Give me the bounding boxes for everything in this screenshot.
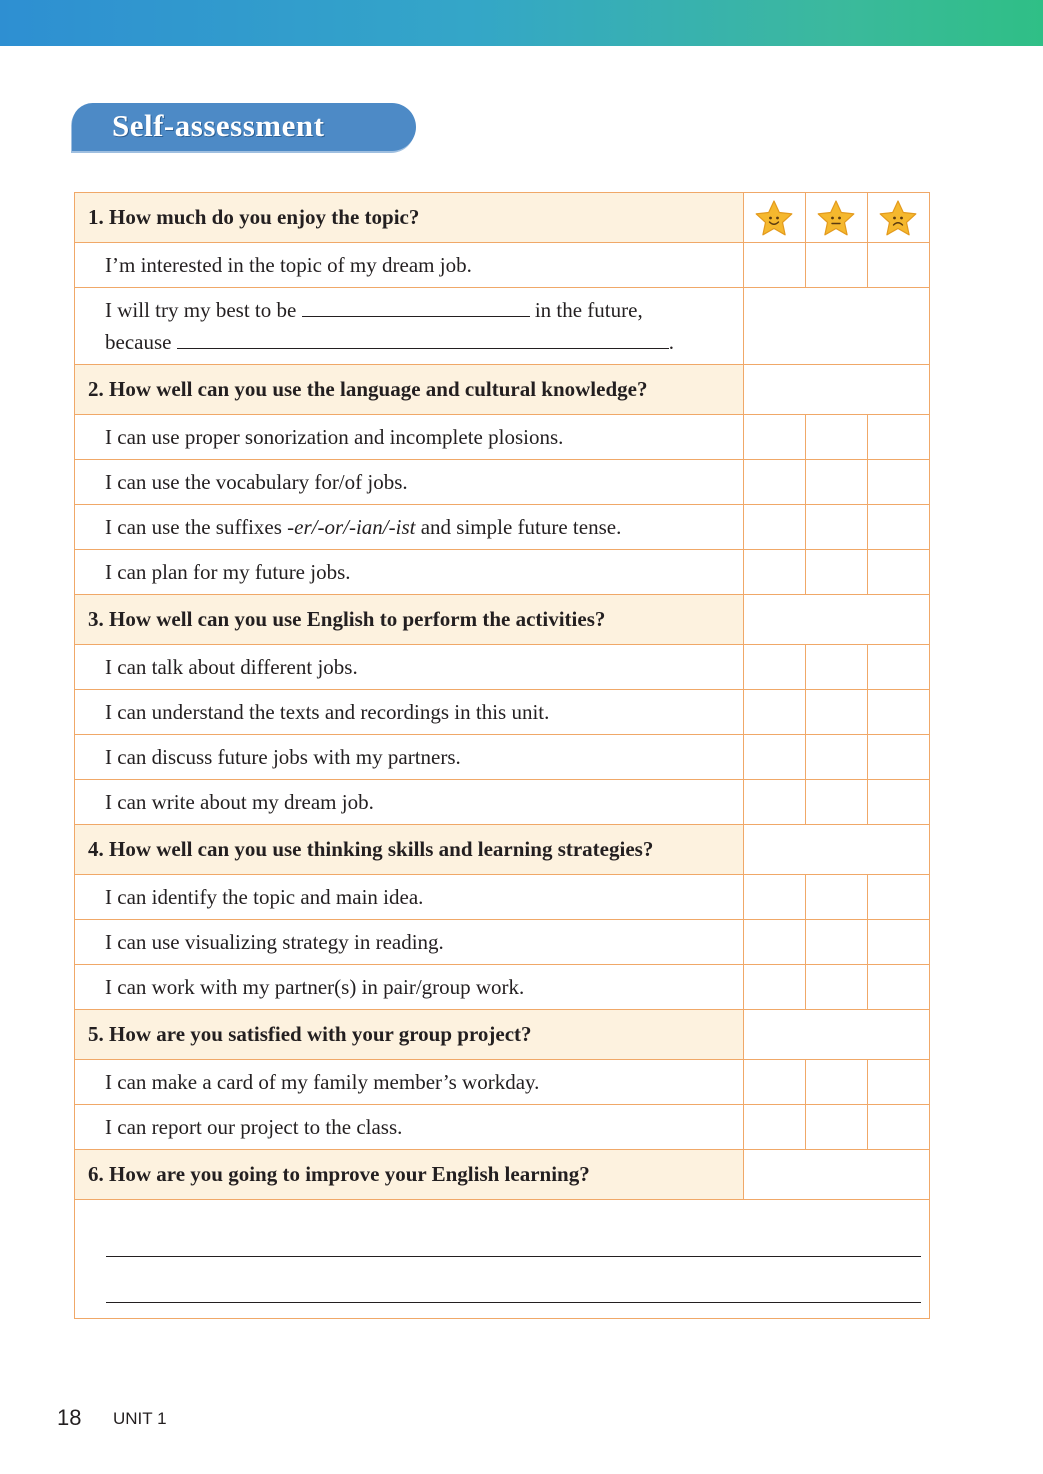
fill-in-part3: because xyxy=(105,330,172,354)
rating-cell-sad[interactable] xyxy=(867,735,929,780)
rating-cell-neutral[interactable] xyxy=(805,460,867,505)
rating-cell-sad[interactable] xyxy=(867,1060,929,1105)
question-rating-blank xyxy=(743,1150,929,1200)
rating-cell-sad[interactable] xyxy=(867,965,929,1010)
rating-cell-sad[interactable] xyxy=(867,875,929,920)
rating-cell-neutral[interactable] xyxy=(805,1060,867,1105)
suffix-list: -er/-or/-ian/-ist xyxy=(287,514,416,539)
rating-cell-sad[interactable] xyxy=(867,780,929,825)
rating-cell-sad[interactable] xyxy=(867,920,929,965)
question-rating-blank xyxy=(743,1010,929,1060)
fill-in-period: . xyxy=(668,330,674,354)
empty-rating-area xyxy=(743,288,929,365)
rating-cell-happy[interactable] xyxy=(743,780,805,825)
section-title-tab xyxy=(72,103,416,151)
question-row xyxy=(75,1010,930,1060)
rating-cell-neutral[interactable] xyxy=(805,415,867,460)
dream-job-blank[interactable] xyxy=(302,296,530,317)
question-row xyxy=(75,595,930,645)
item-row xyxy=(75,735,930,780)
question-row xyxy=(75,825,930,875)
rating-cell-sad[interactable] xyxy=(867,460,929,505)
item-row xyxy=(75,550,930,595)
question-row xyxy=(75,365,930,415)
item-text: I can use visualizing strategy in reading. xyxy=(75,920,744,965)
item-row xyxy=(75,690,930,735)
item-text: I can identify the topic and main idea. xyxy=(75,875,744,920)
rating-cell-sad[interactable] xyxy=(867,1105,929,1150)
rating-cell-happy[interactable] xyxy=(743,243,805,288)
rating-cell-neutral[interactable] xyxy=(805,780,867,825)
fill-in-part1: I will try my best to be xyxy=(105,298,297,322)
rating-cell-happy[interactable] xyxy=(743,645,805,690)
rating-header-happy xyxy=(743,193,805,243)
item-text: I can discuss future jobs with my partners. xyxy=(75,735,744,780)
question-rating-blank xyxy=(743,595,929,645)
rating-cell-neutral[interactable] xyxy=(805,735,867,780)
star-sad-icon xyxy=(878,199,918,237)
question-text: 3. How well can you use English to perform the activities? xyxy=(75,595,744,645)
rating-cell-sad[interactable] xyxy=(867,505,929,550)
answer-line-1[interactable] xyxy=(106,1256,921,1257)
rating-header-neutral xyxy=(805,193,867,243)
item-row xyxy=(75,920,930,965)
unit-label: UNIT 1 xyxy=(113,1409,167,1428)
rating-cell-neutral[interactable] xyxy=(805,505,867,550)
rating-cell-sad[interactable] xyxy=(867,645,929,690)
item-text: I’m interested in the topic of my dream job. xyxy=(75,243,744,288)
item-row xyxy=(75,1060,930,1105)
top-accent-bar xyxy=(0,0,1043,46)
item-text: I can understand the texts and recordings in this unit. xyxy=(75,690,744,735)
rating-cell-neutral[interactable] xyxy=(805,965,867,1010)
rating-cell-sad[interactable] xyxy=(867,243,929,288)
suffix-item-after: and simple future tense. xyxy=(415,514,622,539)
item-text: I can report our project to the class. xyxy=(75,1105,744,1150)
rating-cell-happy[interactable] xyxy=(743,550,805,595)
rating-cell-sad[interactable] xyxy=(867,415,929,460)
rating-cell-neutral[interactable] xyxy=(805,920,867,965)
rating-cell-neutral[interactable] xyxy=(805,645,867,690)
question-text: 6. How are you going to improve your English learning? xyxy=(75,1150,744,1200)
question-text: 4. How well can you use thinking skills and learning strategies? xyxy=(75,825,744,875)
item-row xyxy=(75,505,930,550)
writing-area-row xyxy=(75,1200,930,1319)
item-text: I can write about my dream job. xyxy=(75,780,744,825)
answer-line-2[interactable] xyxy=(106,1302,921,1303)
item-text: I can make a card of my family member’s workday. xyxy=(75,1060,744,1105)
star-happy-icon xyxy=(754,199,794,237)
page-number: 18 xyxy=(57,1405,82,1430)
question-rating-blank xyxy=(743,365,929,415)
question-row xyxy=(75,193,930,243)
item-row xyxy=(75,1105,930,1150)
rating-cell-happy[interactable] xyxy=(743,920,805,965)
rating-cell-neutral[interactable] xyxy=(805,690,867,735)
rating-cell-sad[interactable] xyxy=(867,550,929,595)
item-row xyxy=(75,243,930,288)
reason-blank[interactable] xyxy=(177,328,669,349)
item-row xyxy=(75,875,930,920)
rating-cell-happy[interactable] xyxy=(743,1105,805,1150)
question-text: 1. How much do you enjoy the topic? xyxy=(75,193,744,243)
fill-in-row xyxy=(75,288,930,365)
rating-cell-happy[interactable] xyxy=(743,415,805,460)
question-row xyxy=(75,1150,930,1200)
writing-area xyxy=(75,1200,930,1319)
rating-cell-neutral[interactable] xyxy=(805,875,867,920)
item-row xyxy=(75,645,930,690)
item-text: I can plan for my future jobs. xyxy=(75,550,744,595)
rating-cell-happy[interactable] xyxy=(743,735,805,780)
item-text: I can work with my partner(s) in pair/group work. xyxy=(75,965,744,1010)
self-assessment-table xyxy=(74,192,930,1319)
item-text: I can use proper sonorization and incomplete plosions. xyxy=(75,415,744,460)
rating-cell-happy[interactable] xyxy=(743,1060,805,1105)
item-row xyxy=(75,460,930,505)
rating-cell-neutral[interactable] xyxy=(805,550,867,595)
rating-cell-happy[interactable] xyxy=(743,460,805,505)
item-row xyxy=(75,780,930,825)
rating-cell-happy[interactable] xyxy=(743,505,805,550)
item-text: I can use the vocabulary for/of jobs. xyxy=(75,460,744,505)
rating-cell-neutral[interactable] xyxy=(805,1105,867,1150)
question-rating-blank xyxy=(743,825,929,875)
rating-header-sad xyxy=(867,193,929,243)
star-neutral-icon xyxy=(816,199,856,237)
question-text: 5. How are you satisfied with your group project? xyxy=(75,1010,744,1060)
rating-cell-happy[interactable] xyxy=(743,690,805,735)
page-title: Self-assessment xyxy=(112,108,325,143)
rating-cell-happy[interactable] xyxy=(743,965,805,1010)
rating-cell-neutral[interactable] xyxy=(805,243,867,288)
rating-cell-sad[interactable] xyxy=(867,690,929,735)
item-text xyxy=(75,505,744,550)
fill-in-part2: in the future, xyxy=(534,298,643,322)
rating-cell-happy[interactable] xyxy=(743,875,805,920)
item-row xyxy=(75,965,930,1010)
suffix-item-before: I can use the suffixes xyxy=(105,514,288,539)
fill-in-text xyxy=(75,288,744,365)
item-row xyxy=(75,415,930,460)
item-text: I can talk about different jobs. xyxy=(75,645,744,690)
question-text: 2. How well can you use the language and cultural knowledge? xyxy=(75,365,744,415)
